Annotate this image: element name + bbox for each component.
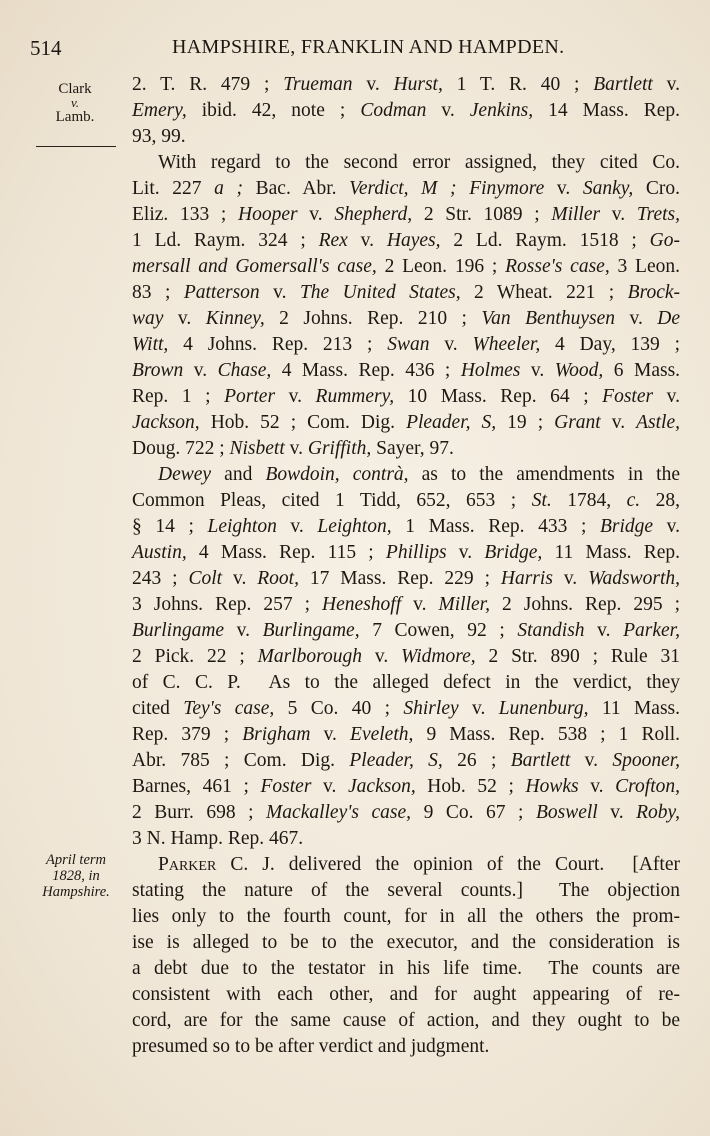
text-line [132,826,680,852]
text-line [132,72,680,98]
italic-segment: c. [626,490,641,511]
text-segment: as to the amendments in the [408,464,680,485]
text-segment: v. [401,594,439,615]
italic-segment: mersall and Gomersall's case, [132,256,377,277]
text-line [132,436,680,462]
text-segment: 6 Mass. [603,360,681,381]
text-segment: 2 Str. 1089 ; [412,204,552,225]
italic-segment: Crofton, [615,776,681,797]
text-segment: cited [132,698,184,719]
text-segment: 14 Mass. Rep. [533,100,680,121]
text-segment: v. [311,776,349,797]
text-segment: Parker [158,854,217,875]
text-segment: Doug. 722 ; [132,438,230,459]
text-segment: 2 Burr. 698 ; [132,802,267,823]
italic-segment: Grant [554,412,601,433]
text-segment: 4 Mass. Rep. 115 ; [186,542,386,563]
text-segment: of C. C. P. As to the alleged defect in the verdict, they [132,672,680,693]
italic-segment: way [132,308,164,329]
text-line [132,150,680,176]
text-segment: 1 Ld. Raym. 324 ; [132,230,319,251]
text-segment: v. [570,750,613,771]
text-segment: v. [224,620,263,641]
italic-segment: Colt [188,568,223,589]
text-segment: Common Pleas, cited 1 Tidd, 652, 653 ; [132,490,532,511]
running-head: HAMPSHIRE, FRANKLIN AND HAMPDEN. [172,36,565,58]
margin-rule [36,146,116,147]
italic-segment: Trueman [283,74,353,95]
text-line [132,748,680,774]
text-segment: v. [259,282,300,303]
italic-segment: Bartlett [593,74,653,95]
italic-segment: Phillips [385,542,447,563]
text-segment: 3 N. Hamp. Rep. 467. [132,828,304,849]
text-segment: 2. T. R. 479 ; [132,74,284,95]
page-number: 514 [30,36,62,60]
italic-segment: Shepherd, [334,204,413,225]
italic-segment: Brown [132,360,184,381]
italic-segment: Codman [360,100,427,121]
text-segment: Bac. Abr. [243,178,350,199]
text-segment: v. [458,698,499,719]
italic-segment: Hooper [238,204,298,225]
text-segment: 4 Day, 139 ; [540,334,681,355]
text-segment: 3 Johns. Rep. 257 ; [132,594,323,615]
text-segment: Sayer, 97. [371,438,454,459]
italic-segment: Boswell [535,802,598,823]
text-segment: 4 Johns. Rep. 213 ; [168,334,388,355]
italic-segment: Witt, [132,334,169,355]
italic-segment: Hayes, [386,230,441,251]
text-segment: v. [183,360,218,381]
text-line [132,462,680,488]
text-line [132,176,680,202]
text-segment: Hob. 52 ; Com. Dig. [199,412,407,433]
text-segment: 2 Pick. 22 ; [132,646,258,667]
text-line [132,904,680,930]
italic-segment: Tey's case, [183,698,275,719]
text-segment: v. [426,100,470,121]
italic-segment: Swan [387,334,430,355]
text-segment: 26 ; [442,750,511,771]
text-segment: 2 Wheat. 221 ; [460,282,628,303]
italic-segment: Heneshoff [322,594,402,615]
italic-segment: Go- [649,230,680,251]
text-segment: 9 Co. 67 ; [411,802,536,823]
text-segment: v. [597,802,637,823]
text-segment: v. [653,386,681,407]
text-line [132,800,680,826]
text-segment: 2 Johns. Rep. 210 ; [264,308,482,329]
text-segment [457,178,470,199]
margin-note-term [28,852,124,900]
text-segment: and [211,464,266,485]
italic-segment: Roby, [636,802,680,823]
text-segment: v. [600,204,637,225]
text-segment: v. [276,516,318,537]
text-segment: 243 ; [132,568,189,589]
text-segment: v. [544,178,583,199]
italic-segment: Wood, [554,360,604,381]
text-segment: v. [652,74,680,95]
italic-segment: Howks [525,776,579,797]
text-segment: v. [446,542,485,563]
text-segment: C. J. delivered the opinion of the Court. [After [216,854,680,875]
text-line [132,228,680,254]
text-line [132,488,680,514]
italic-segment: Standish [517,620,585,641]
text-line [132,644,680,670]
italic-segment: Chase, [217,360,272,381]
text-line [132,696,680,722]
text-segment: 2 Ld. Raym. 1518 ; [440,230,650,251]
text-segment: § 14 ; [132,516,208,537]
italic-segment: Miller [551,204,601,225]
italic-segment: Patterson [183,282,260,303]
text-line [132,774,680,800]
margin-note-case [40,80,110,126]
text-segment: 11 Mass. Rep. [542,542,681,563]
text-segment: v. [615,308,658,329]
italic-segment: Rex [318,230,348,251]
italic-segment: Emery, [132,100,187,121]
italic-segment: Leighton, [317,516,392,537]
text-line [132,982,680,1008]
text-line [132,98,680,124]
text-line [132,384,680,410]
text-segment: v. [653,516,681,537]
italic-segment: Pleader, S, [349,750,443,771]
italic-segment: Astle, [636,412,680,433]
italic-segment: Van Benthuysen [481,308,616,329]
italic-segment: Burlingame, [262,620,360,641]
italic-segment: Widmore, [401,646,476,667]
italic-segment: Trets, [636,204,681,225]
text-segment: v. [600,412,637,433]
text-segment: 11 Mass. [588,698,680,719]
text-segment: Lit. 227 [132,178,215,199]
text-segment: v. [310,724,351,745]
text-segment: 4 Mass. Rep. 436 ; [271,360,461,381]
italic-segment: Hurst, [393,74,443,95]
italic-segment: Root, [257,568,299,589]
text-line [132,514,680,540]
italic-segment: Spooner, [612,750,681,771]
italic-segment: Jenkins, [469,100,534,121]
text-segment: stating the nature of the several counts.] The objection [132,880,680,901]
text-line [132,566,680,592]
text-segment: v. [275,386,316,407]
text-line [132,306,680,332]
text-segment: presumed so to be after verdict and judgment. [132,1036,490,1057]
italic-segment: Porter [224,386,276,407]
text-segment: ibid. 42, note ; [186,100,361,121]
italic-segment: a ; [214,178,244,199]
text-segment: Hob. 52 ; [415,776,526,797]
italic-segment: Marlborough [257,646,362,667]
text-segment: With regard to the second error assigned, they cited Co. [158,152,680,173]
text-segment: 1 Mass. Rep. 433 ; [391,516,600,537]
italic-segment: Nisbett [229,438,285,459]
text-segment: v. [429,334,473,355]
italic-segment: Wheeler, [472,334,541,355]
text-segment: v. [361,646,402,667]
text-line [132,332,680,358]
text-segment: 2 Str. 890 ; Rule 31 [475,646,681,667]
italic-segment: Griffith, [307,438,372,459]
italic-segment: Brigham [242,724,311,745]
italic-segment: Harris [500,568,553,589]
text-segment: 5 Co. 40 ; [274,698,404,719]
text-line [132,722,680,748]
italic-segment: Rummery, [315,386,395,407]
text-line [132,124,680,150]
text-line [132,592,680,618]
text-segment: v. [163,308,206,329]
text-segment: 83 ; [132,282,184,303]
italic-segment: Verdict, M ; [349,178,457,199]
text-segment: 17 Mass. Rep. 229 ; [298,568,501,589]
term-line: Hampshire. [42,884,110,900]
text-line [132,852,680,878]
italic-segment: Bartlett [510,750,571,771]
italic-segment: Bowdoin, contrà, [265,464,409,485]
italic-segment: Wadsworth, [588,568,681,589]
italic-segment: Leighton [207,516,277,537]
text-segment: Rep. 1 ; [132,386,225,407]
italic-segment: Brock- [627,282,681,303]
italic-segment: St. [531,490,552,511]
italic-segment: Bridge [599,516,654,537]
text-line [132,670,680,696]
text-line [132,358,680,384]
text-segment: cord, are for the same cause of action, and they ought to be [132,1010,680,1031]
text-segment: Rep. 379 ; [132,724,243,745]
text-line [132,202,680,228]
text-segment: 3 Leon. [609,256,680,277]
italic-segment: Rosse's case, [505,256,610,277]
italic-segment: Dewey [158,464,212,485]
italic-segment: Holmes [460,360,521,381]
italic-segment: Burlingame [132,620,225,641]
text-segment: v. [552,568,589,589]
italic-segment: Lunenburg, [498,698,589,719]
italic-segment: Eveleth, [350,724,414,745]
italic-segment: Mackalley's case, [266,802,412,823]
text-segment: 19 ; [496,412,555,433]
italic-segment: Shirley [403,698,459,719]
text-line [132,254,680,280]
italic-segment: Bridge, [484,542,543,563]
text-segment: Abr. 785 ; Com. Dig. [132,750,350,771]
text-line [132,618,680,644]
text-segment: v. [584,620,624,641]
text-segment: v. [520,360,555,381]
case-defendant: Lamb. [55,109,95,125]
italic-segment: De [657,308,681,329]
italic-segment: Finymore [469,178,545,199]
text-segment: lies only to the fourth count, for in all the others the prom- [132,906,680,927]
italic-segment: Jackson, [132,412,200,433]
text-line [132,540,680,566]
italic-segment: Foster [602,386,654,407]
text-line [132,878,680,904]
case-plaintiff: Clark [58,81,92,97]
text-segment: 2 Leon. 196 ; [376,256,506,277]
text-segment: ise is alleged to be to the executor, and the consideration is [132,932,680,953]
text-segment: v. [578,776,616,797]
italic-segment: Sanky, [582,178,634,199]
text-segment: v. [222,568,258,589]
text-segment: v. [284,438,308,459]
text-segment: Barnes, 461 ; [132,776,261,797]
text-segment: 28, [640,490,681,511]
italic-segment: Miller, [438,594,490,615]
italic-segment: Pleader, S, [406,412,497,433]
text-line [132,1034,680,1060]
term-line: 1828, in [52,868,100,884]
text-segment: consistent with each other, and for aught appearing of re- [132,984,680,1005]
text-segment: 10 Mass. Rep. 64 ; [394,386,603,407]
text-segment: v. [352,74,394,95]
text-segment: Cro. [633,178,681,199]
italic-segment: Foster [260,776,312,797]
text-segment: 7 Cowen, 92 ; [359,620,518,641]
italic-segment: Austin, [132,542,187,563]
text-line [132,930,680,956]
italic-segment: The United States, [299,282,461,303]
text-segment: 9 Mass. Rep. 538 ; 1 Roll. [413,724,680,745]
text-segment: 1784, [551,490,627,511]
text-line [132,280,680,306]
text-segment: a debt due to the testator in his life time. The counts are [132,958,680,979]
italic-segment: Jackson, [348,776,416,797]
term-line: April term [45,852,106,868]
italic-segment: Kinney, [205,308,265,329]
case-versus: v. [70,95,80,110]
text-line [132,410,680,436]
text-segment: v. [347,230,387,251]
text-line [132,1008,680,1034]
text-segment: 1 T. R. 40 ; [442,74,594,95]
text-line [132,956,680,982]
text-segment: Eliz. 133 ; [132,204,239,225]
text-segment: 93, 99. [132,126,186,147]
italic-segment: Parker, [623,620,680,641]
text-segment: 2 Johns. Rep. 295 ; [489,594,681,615]
text-segment: v. [297,204,335,225]
body-text [132,72,680,1060]
